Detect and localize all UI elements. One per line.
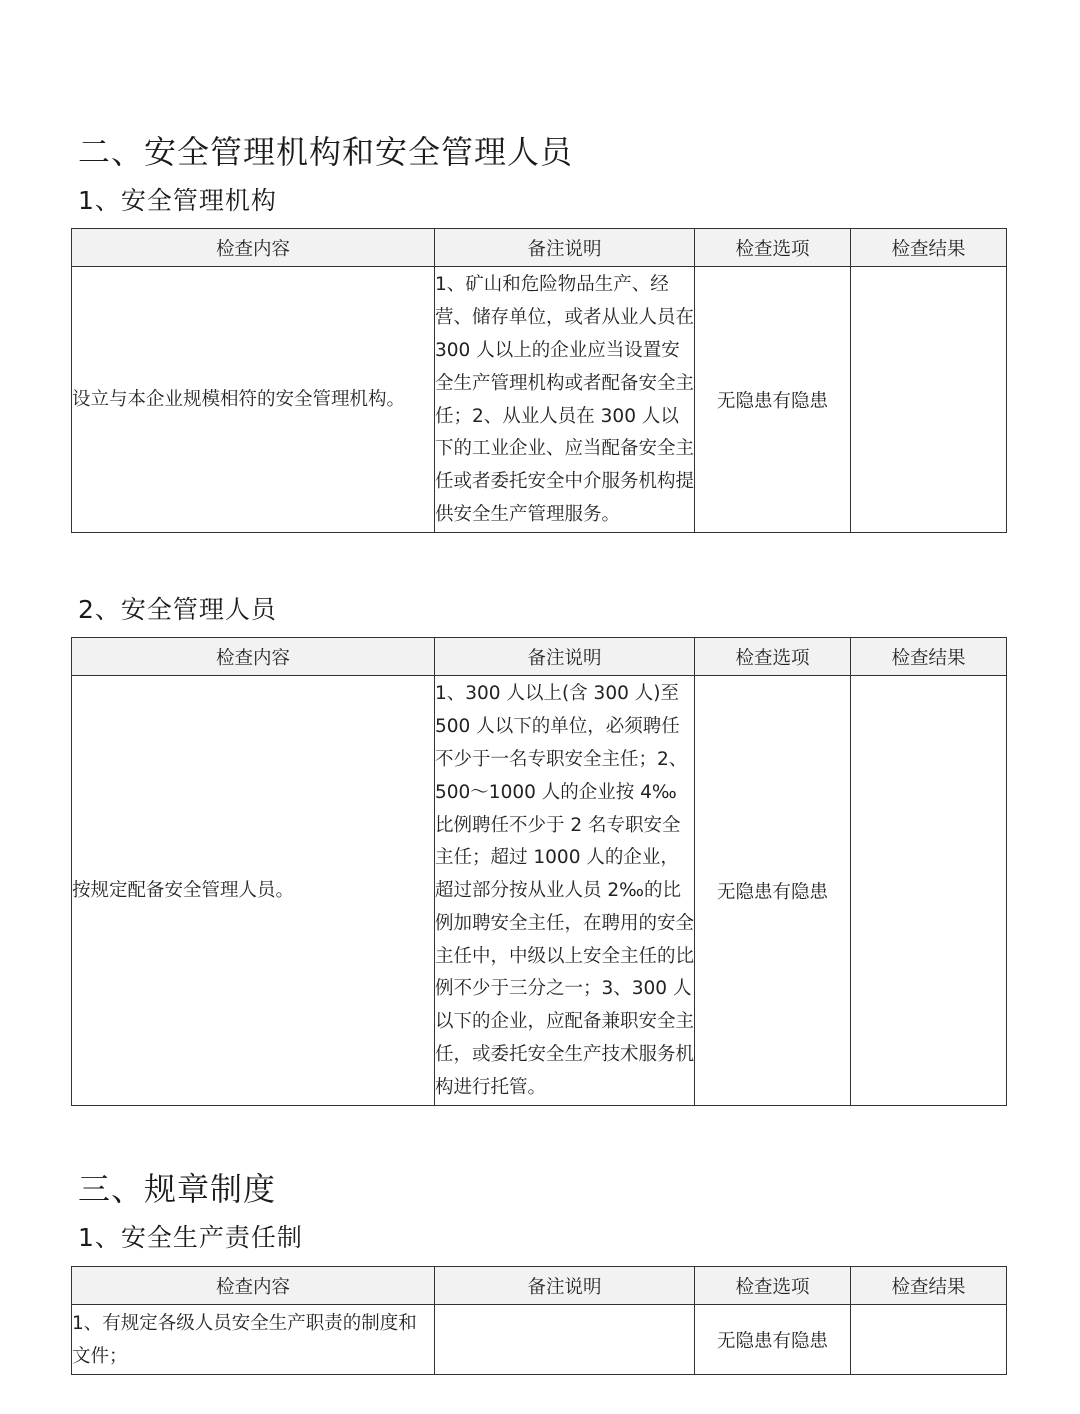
check-content-cell: 设立与本企业规模相符的安全管理机构。 — [72, 267, 435, 533]
remarks-cell: 1、矿山和危险物品生产、经营、储存单位，或者从业人员在 300 人以上的企业应当设置安全生产管理机构或者配备安全主任；2、从业人员在 300 人以下的工业企业、应当配备安全主任或者委托安全中介服务机构提供安全生产管理服务。 — [435, 267, 695, 533]
header-remarks: 备注说明 — [435, 229, 695, 267]
table-header-row — [72, 1267, 1007, 1305]
check-option-cell[interactable]: 无隐患有隐患 — [695, 267, 851, 533]
header-remarks: 备注说明 — [435, 1267, 695, 1305]
table-header-row — [72, 638, 1007, 676]
subsection-2-1-title: 1、安全管理机构 — [78, 186, 277, 215]
check-result-cell[interactable] — [851, 267, 1007, 533]
check-option-cell[interactable]: 无隐患有隐患 — [695, 1305, 851, 1375]
header-check-result: 检查结果 — [851, 1267, 1007, 1305]
header-check-option: 检查选项 — [695, 229, 851, 267]
check-content-cell: 按规定配备安全管理人员。 — [72, 676, 435, 1106]
check-result-cell[interactable] — [851, 676, 1007, 1106]
check-content-cell: 1、有规定各级人员安全生产职责的制度和文件； — [72, 1305, 435, 1375]
table-row — [72, 267, 1007, 533]
section-2-title: 二、安全管理机构和安全管理人员 — [78, 133, 574, 171]
header-check-option: 检查选项 — [695, 638, 851, 676]
remarks-cell — [435, 1305, 695, 1375]
header-check-option: 检查选项 — [695, 1267, 851, 1305]
subsection-2-2-title: 2、安全管理人员 — [78, 595, 277, 624]
section-3-title: 三、规章制度 — [78, 1170, 277, 1208]
check-result-cell[interactable] — [851, 1305, 1007, 1375]
header-check-content: 检查内容 — [72, 229, 435, 267]
table-row — [72, 1305, 1007, 1375]
header-remarks: 备注说明 — [435, 638, 695, 676]
subsection-3-1-title: 1、安全生产责任制 — [78, 1223, 303, 1252]
table-row — [72, 676, 1007, 1106]
table-header-row — [72, 229, 1007, 267]
header-check-content: 检查内容 — [72, 1267, 435, 1305]
checklist-table-responsibility-system — [71, 1266, 1007, 1375]
check-option-cell[interactable]: 无隐患有隐患 — [695, 676, 851, 1106]
checklist-table-management-personnel — [71, 637, 1007, 1106]
remarks-cell: 1、300 人以上(含 300 人)至 500 人以下的单位，必须聘任不少于一名专职安全主任；2、500～1000 人的企业按 4‰比例聘任不少于 2 名专职安全主任；超过 1000 人的企业，超过部分按从业人员 2‰的比例加聘安全主任，在聘用的安全主任中，中级以上安全主任的比例不少于三分之一；3、300 人以下的企业，应配备兼职安全主任，或委托安全生产技术服务机构进行托管。 — [435, 676, 695, 1106]
header-check-content: 检查内容 — [72, 638, 435, 676]
checklist-table-management-organization — [71, 228, 1007, 533]
header-check-result: 检查结果 — [851, 229, 1007, 267]
header-check-result: 检查结果 — [851, 638, 1007, 676]
